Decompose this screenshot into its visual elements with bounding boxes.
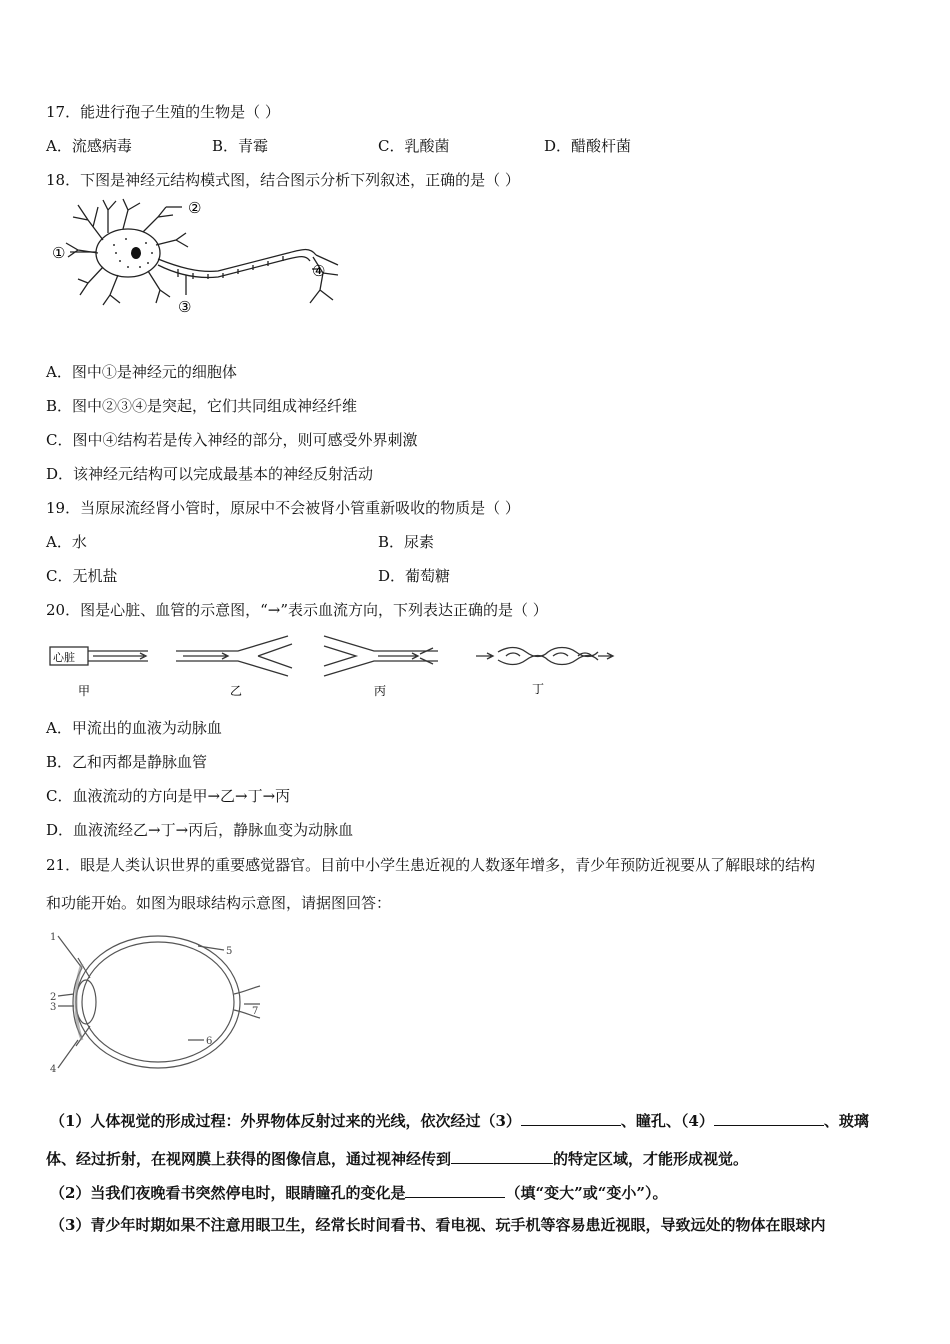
neuron-label-2: ② <box>188 199 202 217</box>
q17-option-a: A．流感病毒 <box>46 137 132 155</box>
eye-label-4: 4 <box>50 1064 57 1075</box>
eye-label-3: 3 <box>50 1002 57 1013</box>
vessel-label-ding: 丁 <box>532 682 545 696</box>
q19-option-b: B．尿素 <box>378 533 435 551</box>
answer-blank-cortex[interactable] <box>451 1147 553 1164</box>
q19-option-d: D．葡萄糖 <box>378 567 451 585</box>
neuron-figure <box>48 195 348 320</box>
heart-label: 心脏 <box>53 651 75 664</box>
q17-option-d: D．醋酸杆菌 <box>544 137 632 155</box>
q21-stem-line1: 21．眼是人类认识世界的重要感觉器官。目前中小学生患近视的人数逐年增多，青少年预防近视要从了解眼球的结构 <box>46 856 816 874</box>
q21-part2-text-a: （2）当我们夜晚看书突然停电时，眼睛瞳孔的变化是 <box>50 1184 406 1202</box>
q20-option-d: D．血液流经乙→丁→丙后，静脉血变为动脉血 <box>46 821 354 839</box>
eye-label-1: 1 <box>50 932 57 943</box>
q21-part1-line1 <box>50 1109 869 1131</box>
q20-option-b: B．乙和丙都是静脉血管 <box>46 753 208 771</box>
q20-option-c: C．血液流动的方向是甲→乙→丁→丙 <box>46 787 291 805</box>
q20-stem: 20．图是心脏、血管的示意图，“→”表示血流方向，下列表达正确的是（ ） <box>46 601 548 619</box>
q21-part1-text-e: 的特定区域，才能形成视觉。 <box>553 1150 749 1168</box>
q21-part1-text-a: （1）人体视觉的形成过程：外界物体反射过来的光线，依次经过（3） <box>50 1112 521 1130</box>
q17-option-b: B．青霉 <box>212 137 269 155</box>
q19-stem: 19．当原尿流经肾小管时，原尿中不会被肾小管重新吸收的物质是（ ） <box>46 499 520 517</box>
q20-option-a: A．甲流出的血液为动脉血 <box>46 719 222 737</box>
neuron-label-4: ④ <box>312 262 326 280</box>
eye-label-7: 7 <box>252 1006 259 1017</box>
eye-label-6: 6 <box>206 1036 213 1047</box>
vessel-label-yi: 乙 <box>230 684 243 698</box>
q18-option-c: C．图中④结构若是传入神经的部分，则可感受外界刺激 <box>46 431 418 449</box>
vessel-label-jia: 甲 <box>78 684 91 698</box>
q21-part1-text-c: 、玻璃 <box>823 1112 869 1130</box>
neuron-label-3: ③ <box>178 298 192 316</box>
eye-figure <box>48 928 268 1078</box>
q18-stem: 18．下图是神经元结构模式图，结合图示分析下列叙述，正确的是（ ） <box>46 171 520 189</box>
q21-part1-text-d: 体、经过折射，在视网膜上获得的图像信息，通过视神经传到 <box>46 1150 452 1168</box>
heart-vessel-figure <box>48 632 618 702</box>
eye-label-2: 2 <box>50 992 57 1003</box>
answer-blank-pupil[interactable] <box>405 1181 505 1198</box>
q21-stem-line2: 和功能开始。如图为眼球结构示意图，请据图回答： <box>46 894 392 912</box>
q19-option-a: A．水 <box>46 533 87 551</box>
q17-stem: 17．能进行孢子生殖的生物是（ ） <box>46 103 280 121</box>
q17-option-c: C．乳酸菌 <box>378 137 450 155</box>
q21-part3: （3）青少年时期如果不注意用眼卫生，经常长时间看书、看电视、玩手机等容易患近视眼，导致远处的物体在眼球内 <box>50 1216 826 1234</box>
vessel-label-bing: 丙 <box>374 684 387 698</box>
q21-part2 <box>50 1181 667 1203</box>
q19-option-c: C．无机盐 <box>46 567 118 585</box>
eye-label-5: 5 <box>226 946 233 957</box>
q18-option-a: A．图中①是神经元的细胞体 <box>46 363 237 381</box>
q21-part1-line2 <box>46 1147 748 1169</box>
q21-part2-text-b: （填“变大”或“变小”）。 <box>505 1184 668 1202</box>
answer-blank-cornea[interactable] <box>521 1109 621 1126</box>
neuron-label-1: ① <box>52 244 66 262</box>
answer-blank-lens[interactable] <box>714 1109 824 1126</box>
q18-option-d: D．该神经元结构可以完成最基本的神经反射活动 <box>46 465 374 483</box>
q21-part1-text-b: 、瞳孔、（4） <box>620 1112 714 1130</box>
q18-option-b: B．图中②③④是突起，它们共同组成神经纤维 <box>46 397 358 415</box>
